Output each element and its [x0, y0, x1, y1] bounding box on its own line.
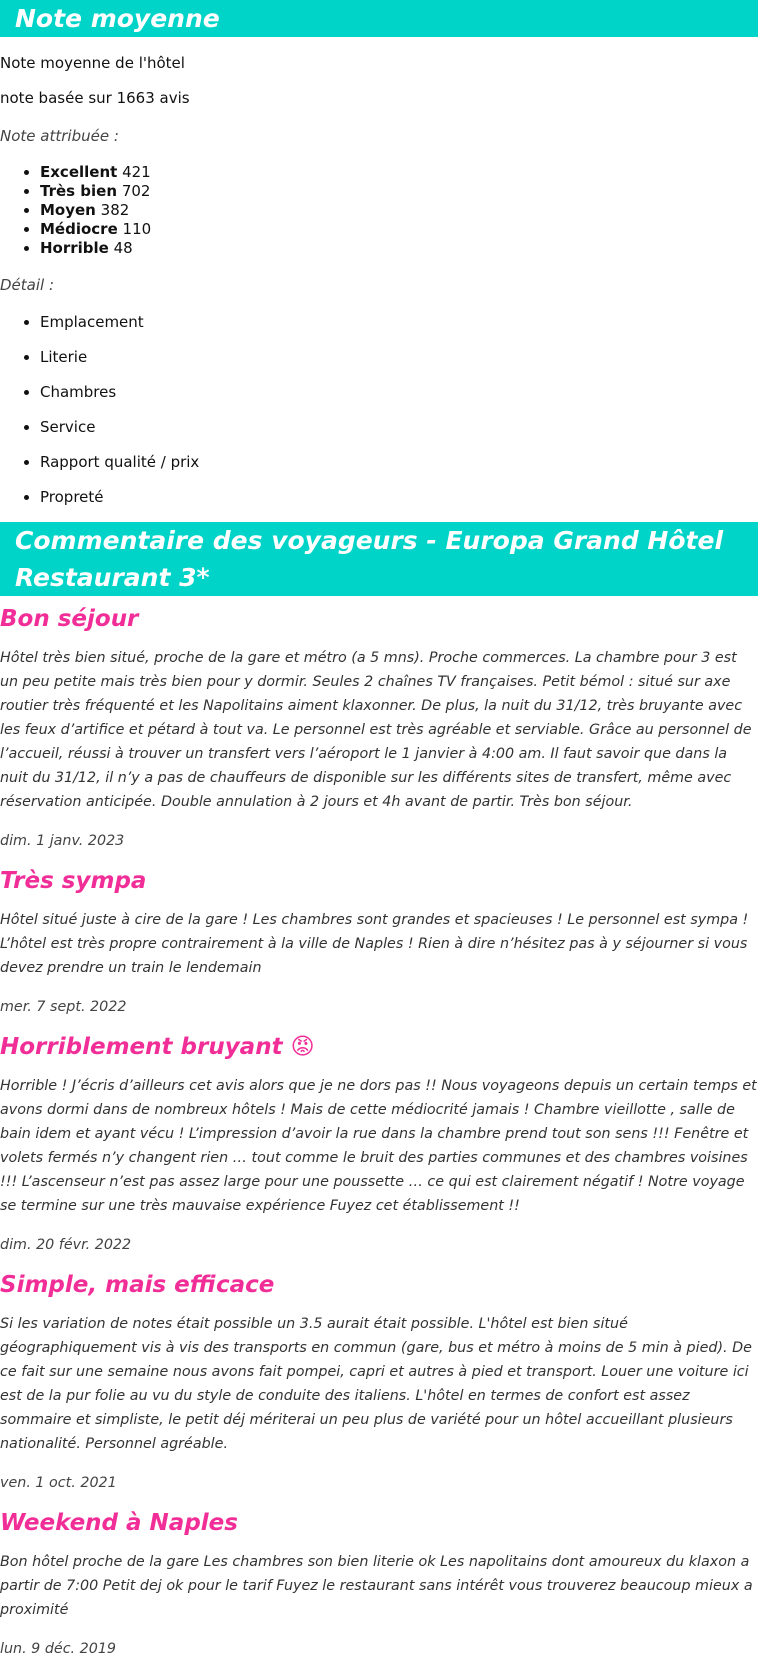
review-title: Horriblement bruyant 😡 [0, 1034, 315, 1060]
review-body: Si les variation de notes était possible un 3.5 aurait était possible. L'hôtel est bien situé géographiquement vis à vis des transports en commun (gare, bus et métro à moins de 5 min à pied). De ce fait sur une semaine nous avons fait pompei, capri et autres à pied et transport. Louer une voiture ici est de la pur folie au vu du style de conduite des italiens. L'hôtel en termes de confort est assez sommaire et simpliste, le petit déj mériterai un peu plus de variété pour un hôtel accueillant plusieurs nationalité. Personnel agréable. [0, 1316, 752, 1452]
review-count-text: note basée sur 1663 avis [0, 89, 190, 107]
review-date: dim. 20 févr. 2022 [0, 1237, 132, 1253]
rating-level-count: 382 [100, 201, 130, 219]
rating-distribution-item [40, 201, 758, 220]
rating-detail-item: • Emplacement [40, 312, 758, 332]
rating-level-count: 110 [122, 220, 152, 238]
rating-level-label: Très bien [40, 182, 118, 200]
rating-detail-item: • Service [40, 417, 758, 437]
rating-distribution-item [40, 239, 758, 258]
rating-level-count: 421 [122, 163, 151, 181]
review-date: lun. 9 déc. 2019 [0, 1641, 117, 1657]
rating-distribution-item [40, 163, 758, 182]
review-body: Hôtel situé juste à cire de la gare ! Les chambres sont grandes et spacieuses ! Le personnel est sympa ! L’hôtel est très propre contrairement à la ville de Naples ! Rien à dire n’hésitez pas à y séjourner si vous devez prendre un train le lendemain [0, 912, 749, 976]
attributed-rating-label: Note attribuée : [0, 127, 119, 145]
review-item [0, 602, 758, 852]
rating-level-label: Excellent [40, 163, 118, 181]
rating-distribution-list [0, 163, 758, 258]
review-title: Bon séjour [0, 606, 139, 632]
average-rating-label: Note moyenne de l'hôtel [0, 54, 185, 72]
review-item [0, 1506, 758, 1660]
review-title: Weekend à Naples [0, 1510, 238, 1536]
review-body: Bon hôtel proche de la gare Les chambres son bien literie ok Les napolitains dont amoureux du klaxon a partir de 7:00 Petit dej ok pour le tarif Fuyez le restaurant sans intérêt vous trouverez beaucoup mieux a proximité [0, 1554, 753, 1618]
rating-section-title: Note moyenne [0, 0, 758, 37]
comments-section-title: Commentaire des voyageurs - Europa Grand Hôtel Restaurant 3* [0, 522, 758, 596]
rating-detail-item: • Literie [40, 347, 758, 367]
rating-distribution-item [40, 220, 758, 239]
rating-level-count: 48 [113, 239, 133, 257]
review-date: ven. 1 oct. 2021 [0, 1475, 117, 1491]
review-list [0, 602, 758, 1660]
rating-level-label: Moyen [40, 201, 96, 219]
detail-label: Détail : [0, 276, 55, 294]
review-body: Horrible ! J’écris d’ailleurs cet avis alors que je ne dors pas !! Nous voyageons depuis un certain temps et avons dormi dans de nombreux hôtels ! Mais de cette médiocrité jamais ! Chambre vieillotte , salle de bain idem et ayant vécu ! L’impression d’avoir la rue dans la chambre prend tout son sens !!! Fenêtre et volets fermés n’y changent rien … tout comme le bruit des parties communes et des chambres voisines !!! L’ascenseur n’est pas assez large pour une poussette … ce qui est clairement négatif ! Notre voyage se termine sur une très mauvaise expérience Fuyez cet établissement !! [0, 1078, 757, 1214]
review-item [0, 1268, 758, 1494]
rating-detail-item: • Rapport qualité / prix [40, 452, 758, 472]
rating-level-label: Horrible [40, 239, 109, 257]
review-title: Très sympa [0, 868, 147, 894]
rating-detail-list [0, 312, 758, 507]
review-item [0, 1030, 758, 1256]
rating-detail-item: • Propreté [40, 487, 758, 507]
rating-level-label: Médiocre [40, 220, 118, 238]
review-body: Hôtel très bien situé, proche de la gare et métro (a 5 mns). Proche commerces. La chambre pour 3 est un peu petite mais très bien pour y dormir. Seules 2 chaînes TV françaises. Petit bémol : situé sur axe routier très fréquenté et les Napolitains aiment klaxonner. De plus, la nuit du 31/12, très bruyante avec les feux d’artifice et pétard à tout va. Le personnel est très agréable et serviable. Grâce au personnel de l’accueil, réussi à trouver un transfert vers l’aéroport le 1 janvier à 4:00 am. Il faut savoir que dans la nuit du 31/12, il n’y a pas de chauffeurs de disponible sur les différents sites de transfert, même avec réservation anticipée. Double annulation à 2 jours et 4h avant de partir. Très bon séjour. [0, 650, 752, 810]
review-date: dim. 1 janv. 2023 [0, 833, 125, 849]
rating-distribution-item [40, 182, 758, 201]
rating-level-count: 702 [121, 182, 151, 200]
rating-detail-item: • Chambres [40, 382, 758, 402]
review-title: Simple, mais efficace [0, 1272, 275, 1298]
review-item [0, 864, 758, 1018]
review-date: mer. 7 sept. 2022 [0, 999, 127, 1015]
